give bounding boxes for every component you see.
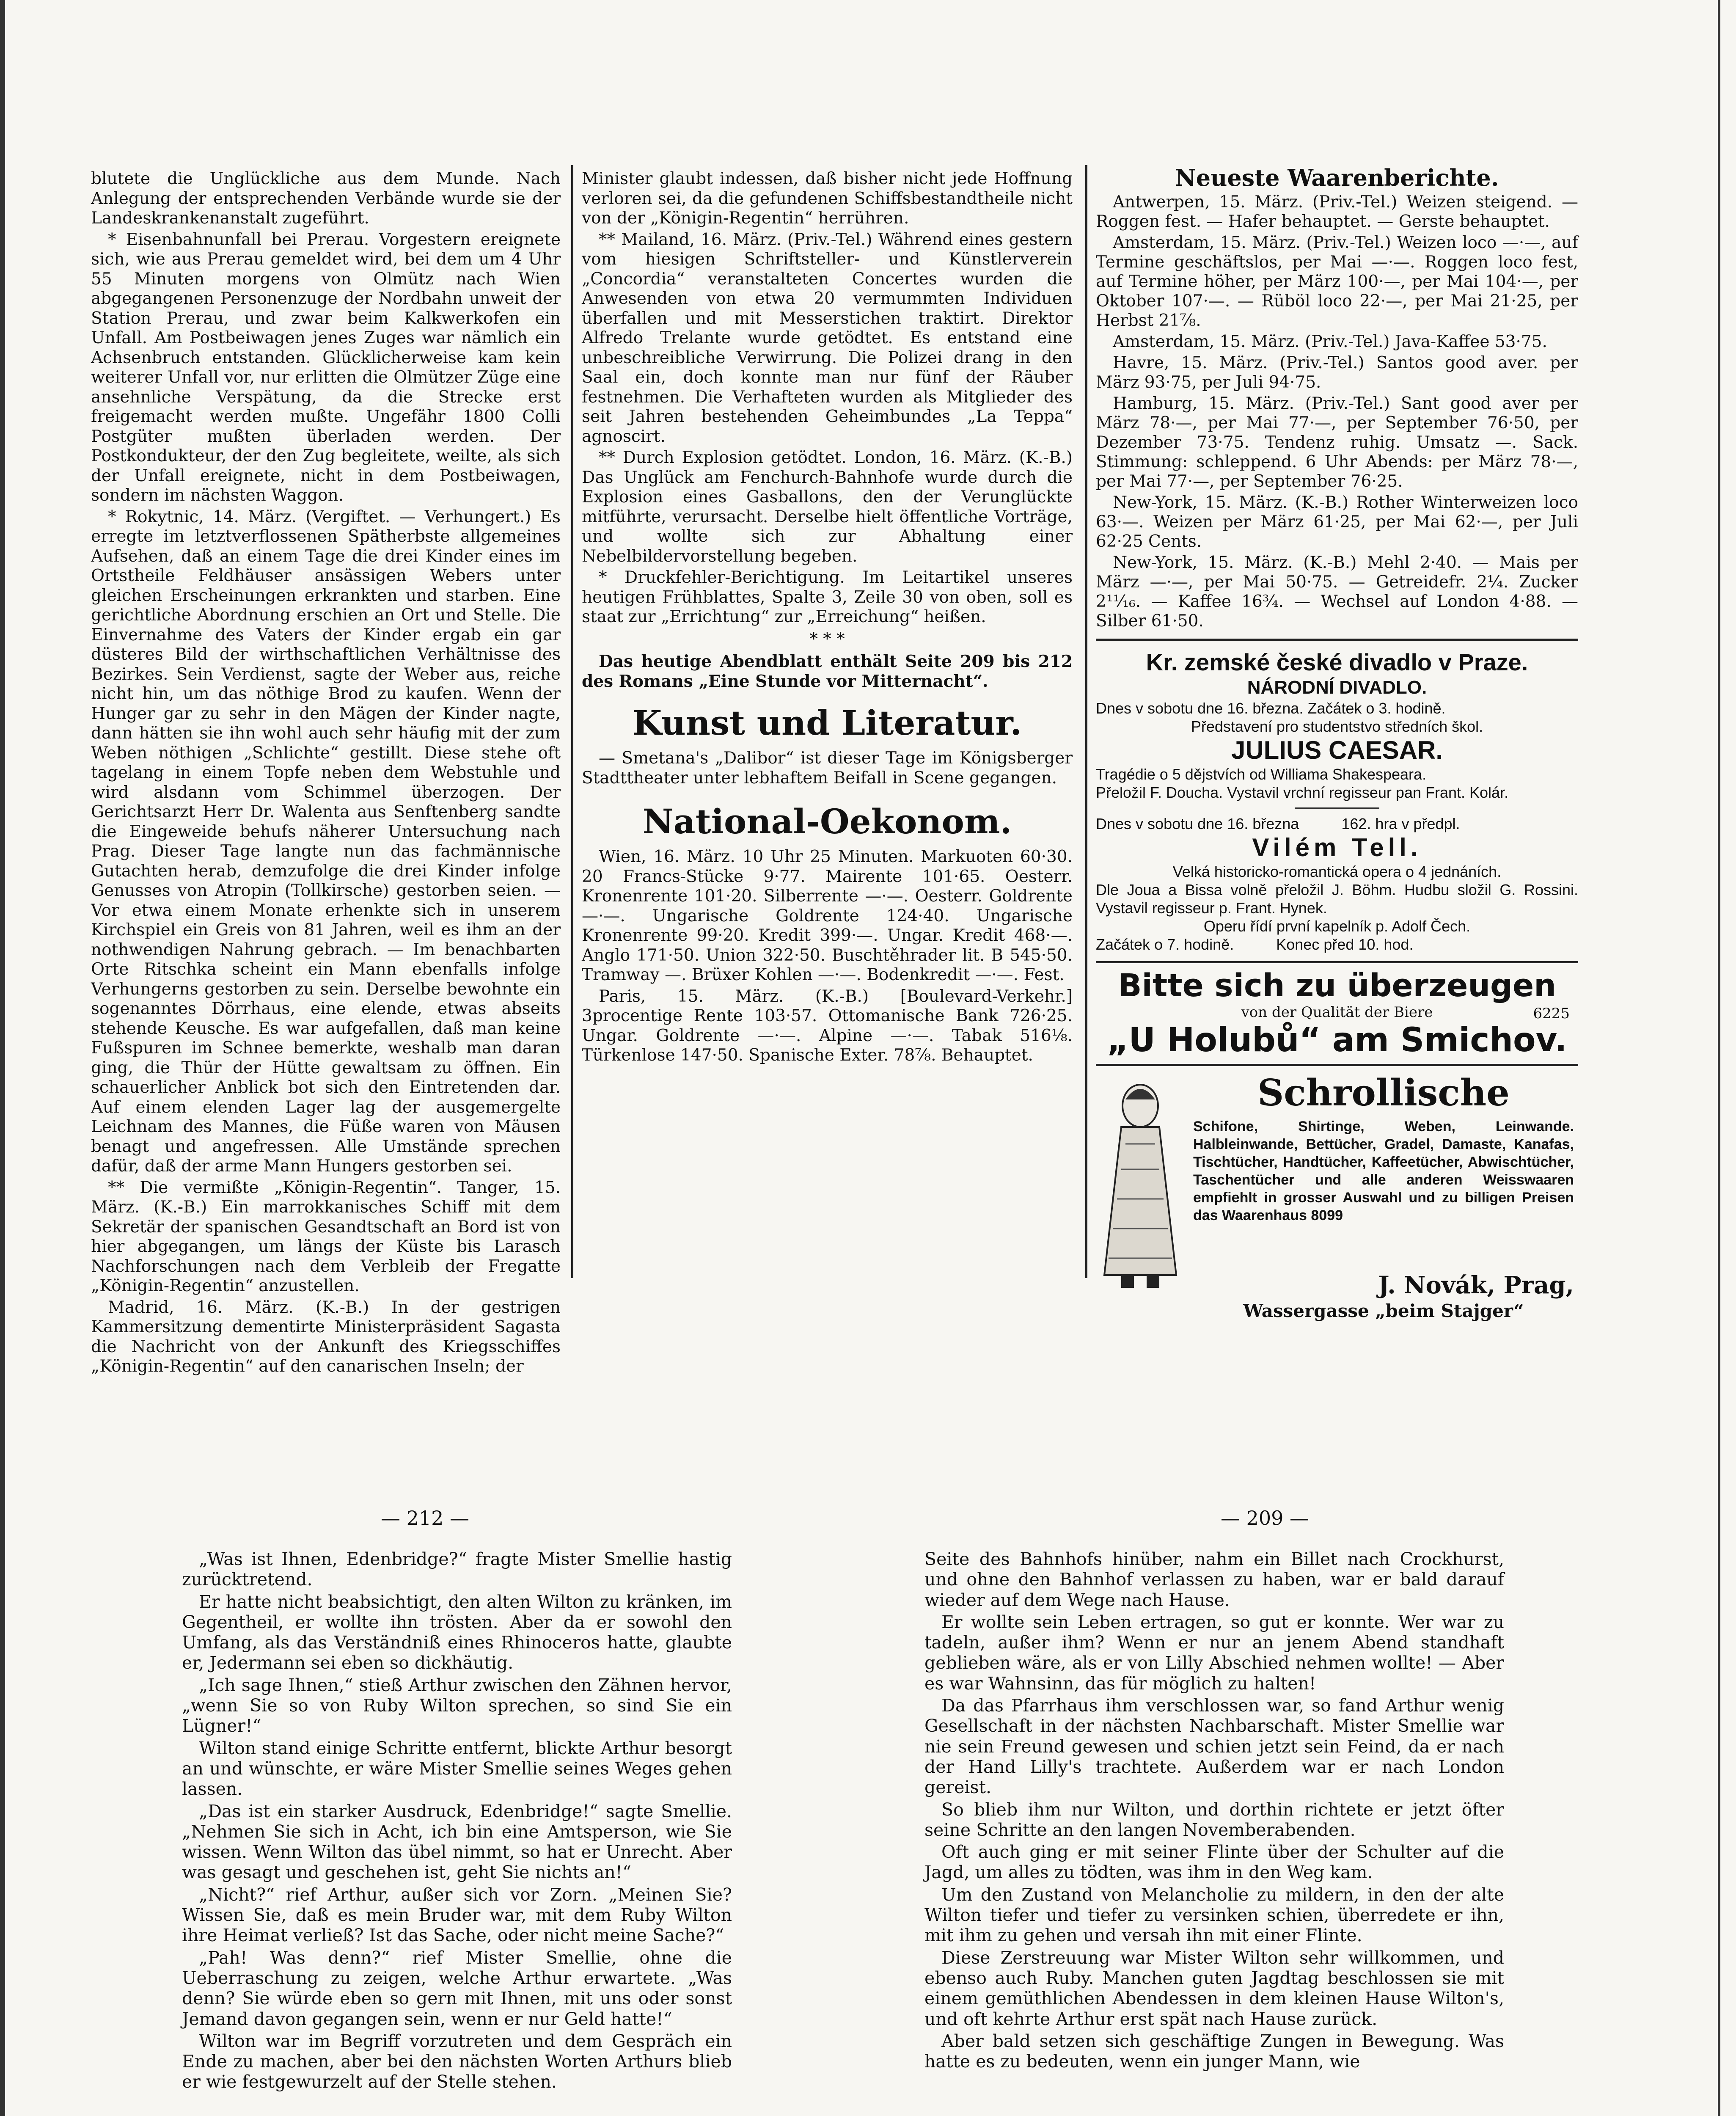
middle-news-column xyxy=(582,169,1073,1067)
news-paragraph: * Eisenbahnunfall bei Prerau. Vorgestern ereignete sich, wie aus Prerau gemeldet wird, bei dem um 4 Uhr 55 Minuten morgens von Olmütz nach Wien abgegangenen Personenzuge der Nordbahn unweit der Station Prerau, und zwar beim Kalkwerkofen ein Unfall. Am Postbeiwagen jenes Zuges war nämlich ein Achsenbruch entstanden. Glücklicherweise kam kein weiterer Unfall vor, nur erlitten die Olmützer Züge eine ansehnliche Verspätung, da die Strecke erst freigemacht werden mußte. Ungefähr 1800 Colli Postgüter mußten überladen werden. Der Postkondukteur, der den Zug begleitete, weilte, als sich der Unfall ereignete, nicht in dem Postbeiwagen, sondern im nächsten Waggon. xyxy=(91,230,561,505)
news-paragraph: Madrid, 16. März. (K.-B.) In der gestrigen Kammersitzung dementirte Ministerpräsident Sagasta die Nachricht von der Ankunft des Kriegsschiffes „Königin-Regentin“ auf den canarischen Inseln; der xyxy=(91,1298,561,1376)
waren-report: New-York, 15. März. (K.-B.) Mehl 2·40. — Mais per März —·—, per Mai 50·75. — Getreidefr. 2¼. Zucker 2¹¹⁄₁₆. — Kaffee 16³⁄₄. — Wechsel auf London 4·88. — Silber 61·50. xyxy=(1096,553,1578,631)
novel-paragraph: So blieb ihm nur Wilton, und dorthin richtete er jetzt öfter seine Schritte an den langen Novemberabenden. xyxy=(924,1799,1504,1840)
novel-paragraph: Er hatte nicht beabsichtigt, den alten Wilton zu kränken, im Gegentheil, er wollte ihn trösten. Aber da er sowohl den Umfang, als das Verständniß eines Rhinoceros hatte, glaubte er, Jedermann sei eben so dickhäutig. xyxy=(182,1591,732,1673)
performance-1-credits: Přeložil F. Doucha. Vystavil vrchní regisseur pan Frant. Kolár. xyxy=(1096,784,1509,801)
left-news-column xyxy=(91,169,561,1378)
market-report-wien: Wien, 16. März. 10 Uhr 25 Minuten. Markuoten 60·30. 20 Francs-Stücke 9·77. Mairente 101·65. Oesterr. Kronenrente 101·20. Silberrente —·—. Oesterr. Goldrente —·—. Ungarische Goldrente 124·40. Ungarische Kronenrente 99·20. Kredit 399·—. Ungar. Kredit 468·—. Anglo 171·50. Union 322·50. Buschtěhrader lit. B 545·50. Tramway —. Brüxer Kohlen —·—. Bodenkredit —·—. Fest. xyxy=(582,847,1073,984)
scan-edge-left xyxy=(0,0,5,2116)
novel-paragraph: „Was ist Ihnen, Edenbridge?“ fragte Mister Smellie hastig zurücktretend. xyxy=(182,1549,732,1590)
waren-report: New-York, 15. März. (K.-B.) Rother Winterweizen loco 63·—. Weizen per März 61·25, per Mai 62·—, per Juli 62·25 Cents. xyxy=(1096,493,1578,551)
textile-ad-address: Wassergasse „beim Stajger“ xyxy=(1243,1300,1524,1321)
beer-ad-number: 6225 xyxy=(1533,1005,1570,1022)
textile-ad-title: Schrollische xyxy=(1257,1072,1510,1114)
news-paragraph: ** Die vermißte „Königin-Regentin“. Tanger, 15. März. (K.-B.) Ein marrokkanisches Schiff mit dem Sekretär der spanischen Gesandtschaft an Bord ist von hier abgegangen, um längs der Küste bis Larasch Nachforschungen nach dem Verbleib der Fregatte „Königin-Regentin“ anzustellen. xyxy=(91,1178,561,1295)
novel-paragraph: Seite des Bahnhofs hinüber, nahm ein Billet nach Crockhurst, und ohne den Bahnhof verlassen zu haben, war er bald darauf wieder auf dem Wege nach Hause. xyxy=(924,1549,1504,1610)
textile-ad-text: Schifone, Shirtinge, Weben, Leinwande. Halbleinwande, Bettücher, Gradel, Damaste, Kanafas, Tischtücher, Handtücher, Kaffeetücher, Abwischtücher, Taschentücher und alle anderen Weisswaaren empfiehlt in grosser Auswahl und zu billigen Preisen das Waarenhaus 8099 xyxy=(1193,1119,1574,1223)
novel-paragraph: Oft auch ging er mit seiner Flinte über der Schulter auf die Jagd, um alles zu tödten, was ihm in den Weg kam. xyxy=(924,1842,1504,1883)
news-paragraph: ** Durch Explosion getödtet. London, 16. März. (K.-B.) Das Unglück am Fenchurch-Bahnhofe wurde durch die Explosion eines Gasballons, den der Verunglückte mitführte, verursacht. Derselbe hielt öffentliche Vorträge, und wollte sich zur Abhaltung einer Nebelbildervorstellung begeben. xyxy=(582,448,1073,566)
waren-report: Hamburg, 15. März. (Priv.-Tel.) Sant good aver per März 78·—, per Mai 77·—, per September 76·50, per Dezember 73·75. Tendenz ruhig. Umsatz —. Sack. Stimmung: schleppend. 6 Uhr Abends: per März 78·—, per Mai 77·—, per September 76·25. xyxy=(1096,394,1578,491)
novel-paragraph: „Das ist ein starker Ausdruck, Edenbridge!“ sagte Smellie. „Nehmen Sie sich in Acht, ich bin eine Amtsperson, wie Sie wissen. Wenn Wilton das übel nimmt, so hat er Unrecht. Aber was gesagt und geschehen ist, geht Sie nichts an!“ xyxy=(182,1801,732,1883)
novel-left-column xyxy=(182,1549,732,2094)
performance-1-desc: Tragédie o 5 dějstvích od Williama Shakespeara. xyxy=(1096,766,1427,783)
column-divider xyxy=(571,165,573,1278)
waren-report: Antwerpen, 15. März. (Priv.-Tel.) Weizen steigend. — Roggen fest. — Hafer behauptet. — Gerste behauptet. xyxy=(1096,193,1578,231)
textile-ad xyxy=(1096,1072,1578,1330)
kunst-paragraph: — Smetana's „Dalibor“ ist dieser Tage im Königsberger Stadttheater unter lebhaftem Beifall in Scene gegangen. xyxy=(582,749,1073,788)
novel-paragraph: Wilton war im Begriff vorzutreten und dem Gespräch ein Ende zu machen, aber bei den nächsten Worten Arthurs blieb er wie festgewurzelt auf der Stelle stehen. xyxy=(182,2031,732,2092)
news-paragraph: * Druckfehler-Berichtigung. Im Leitartikel unseres heutigen Frühblattes, Spalte 3, Zeile 30 von oben, soll es staat zur „Errichtung“ zur „Erreichung“ heißen. xyxy=(582,568,1073,626)
theatre-title: Kr. zemské české divadlo v Praze. xyxy=(1146,649,1528,675)
oekonom-heading: National-Oekonom. xyxy=(642,802,1012,841)
novel-paragraph: Aber bald setzen sich geschäftige Zungen in Bewegung. Was hatte es zu bedeuten, wenn ein junger Mann, wie xyxy=(924,2031,1504,2072)
beer-ad-subline: von der Qualität der Biere xyxy=(1241,1004,1433,1021)
performance-2-conductor: Operu řídí první kapelník p. Adolf Čech. xyxy=(1203,917,1471,935)
news-paragraph: ** Mailand, 16. März. (Priv.-Tel.) Während eines gestern vom hiesigen Schriftsteller- und Künstlerverein „Concordia“ veranstalteten Concertes wurden die Anwesenden von etwa 20 vermummten Individuen überfallen und mit Messerstichen traktirt. Direktor Alfredo Trelante wurde getödtet. Es entstand eine unbeschreibliche Verwirrung. Die Polizei drang in den Saal ein, doch konnte man nur fünf der Räuber festnehmen. Die Verhafteten wurden als Mitglieder des seit Jahren bestehenden Geheimbundes „La Teppa“ agnoscirt. xyxy=(582,230,1073,446)
beer-ad xyxy=(1096,966,1578,1061)
right-column xyxy=(1096,163,1578,1330)
waren-report: Amsterdam, 15. März. (Priv.-Tel.) Weizen loco —·—, auf Termine geschäftslos, per Mai —·—. Roggen loco fest, auf Termine höher, per März 100·—, per Mai 104·—, per Oktober 107·—. — Rüböl loco 22·—, per Mai 21·25, per Herbst 21⅞. xyxy=(1096,233,1578,330)
novel-page-number-right: — 209 — xyxy=(1221,1507,1310,1529)
novel-paragraph: „Nicht?“ rief Arthur, außer sich vor Zorn. „Meinen Sie? Wissen Sie, daß es mein Bruder war, mit dem Ruby Wilton ihre Heimat verließ? Ist das Sache, oder nicht meine Sache?“ xyxy=(182,1884,732,1946)
column-divider xyxy=(1085,165,1087,1278)
performance-2-desc: Velká historicko-romantická opera o 4 jednáních. xyxy=(1172,863,1502,880)
novel-page-number-left: — 212 — xyxy=(381,1507,470,1529)
theatre-subtitle: NÁRODNÍ DIVADLO. xyxy=(1247,677,1427,698)
novel-paragraph: Wilton stand einige Schritte entfernt, blickte Arthur besorgt an und wünschte, er wäre Mister Smellie seines Weges gehen lassen. xyxy=(182,1738,732,1799)
kunst-heading: Kunst und Literatur. xyxy=(632,703,1022,743)
waren-heading: Neueste Waarenberichte. xyxy=(1175,164,1499,191)
performance-1-note: Představení pro studentstvo středních škol. xyxy=(1191,718,1483,735)
novel-paragraph: „Pah! Was denn?“ rief Mister Smellie, ohne die Ueberraschung zu zeigen, welche Arthur erwartete. „Was denn? Sie würde eben so gern mit Ihnen, mit uns oder sonst Jemand davon gegangen sein, wenn er nur Geld hatte!“ xyxy=(182,1947,732,2029)
performance-2-credits: Dle Joua a Bissa volně přeložil J. Böhm. Hudbu složil G. Rossini. Vystavil regisseur p. Frant. Hynek. xyxy=(1096,881,1578,917)
performance-1-date: Dnes v sobotu dne 16. března. Začátek o 3. hodině. xyxy=(1096,700,1446,717)
news-paragraph: * Rokytnic, 14. März. (Vergiftet. — Verhungert.) Es erregte im letztverflossenen Spätherbste allgemeines Aufsehen, daß an einem Tage die drei Kinder eines im Ortstheile Feldhäuser ansässigen Webers unter gleichen Erscheinungen erkrankten und starben. Eine gerichtliche Abordnung erschien an Ort und Stelle. Die Einvernahme des Vaters der Kinder ergab ein gar düsteres Bild der wirthschaftlichen Verhältnisse des Bezirkes. Sein Verdienst, sagte der Weber aus, reiche nicht hin, um das nöthige Brod zu kaufen. Wenn der Hunger gar zu sehr in den Mägen der Kinder nagte, dann hätten sie ihn wohl auch sehr häufig mit der zum Weben nöthigen „Schlichte“ gestillt. Diese stehe oft tagelang in einem Topfe neben dem Webstuhle und wird alsdann vom Schimmel überzogen. Der Gerichtsarzt Herr Dr. Walenta aus Senftenberg sandte die Eingeweide behufs näherer Untersuchung nach Prag. Dieser Tage langte nun das fachmännische Gutachten herab, demzufolge die drei Kinder infolge Genusses von Atropin (Tollkirsche) gestorben seien. — Vor etwa einem Monate erhenkte sich in unserem Kirchspiel ein Greis von 81 Jahren, weil es ihm an der nothwendigen Nahrung gebrach. — Im benachbarten Orte Ritschka scheint ein Mann ebenfalls infolge Verhungerns gestorben zu sein. Derselbe bewohnte ein sogenanntes Dörrhaus, eine elende, etwas abseits stehende Keusche. Es war aufgefallen, daß man keine Fußspuren im Schnee bemerkte, weshalb man daran ging, die Thür der Hütte gewaltsam zu öffnen. Ein schauerlicher Anblick bot sich den Eintretenden dar. Auf einem elenden Lager lag der ausgemergelte Leichnam des Mannes, die Füße waren von Mäusen benagt und angefressen. Alle Umstände sprechen dafür, daß der arme Mann Hungers gestorben sei. xyxy=(91,507,561,1176)
textile-ad-firm: J. Novák, Prag, xyxy=(1378,1271,1574,1299)
novel-right-column xyxy=(924,1549,1504,2073)
section-rule xyxy=(1096,639,1578,641)
novel-paragraph: Diese Zerstreuung war Mister Wilton sehr willkommen, und ebenso auch Ruby. Manchen guten Jagdtag beschlossen sie mit einem gemüthlichen Abendessen in dem kleinen Hause Wilton's, und oft kehrte Arthur erst spät nach Hause zurück. xyxy=(924,1947,1504,2029)
performance-2-play: Vilém Tell. xyxy=(1252,833,1422,862)
section-rule xyxy=(1096,961,1578,963)
news-paragraph: Minister glaubt indessen, daß bisher nicht jede Hoffnung verloren sei, da die gefundenen Schiffsbestandtheile nicht von der „Königin-Regentin“ herrühren. xyxy=(582,169,1073,228)
section-rule xyxy=(1096,1064,1578,1066)
performance-2-times: Začátek o 7. hodině. Konec před 10. hod. xyxy=(1096,936,1414,953)
novel-paragraph: Um den Zustand von Melancholie zu mildern, in den der alte Wilton tiefer und tiefer zu versinken schien, überredete er ihn, mit ihm zu gehen und versah ihn mit einer Flinte. xyxy=(924,1884,1504,1946)
beer-ad-name: „U Holubů“ am Smichov. xyxy=(1107,1021,1567,1059)
divider xyxy=(1295,807,1379,809)
theatre-ad xyxy=(1096,648,1578,953)
performance-2-date: Dnes v sobotu dne 16. března 162. hra v předpl. xyxy=(1096,815,1460,832)
waren-report: Amsterdam, 15. März. (Priv.-Tel.) Java-Kaffee 53·75. xyxy=(1113,332,1547,351)
girl-illustration-icon xyxy=(1096,1080,1185,1292)
market-report-paris: Paris, 15. März. (K.-B.) [Boulevard-Verkehr.] 3procentige Rente 103·57. Ottomanische Bank 726·25. Ungar. Goldrente —·—. Alpine —·—. Tabak 516⅛. Türkenlose 147·50. Spanische Exter. 78⅞. Behauptet. xyxy=(582,986,1073,1065)
beer-ad-headline: Bitte sich zu überzeugen xyxy=(1118,967,1556,1004)
performance-1-play: JULIUS CAESAR. xyxy=(1231,736,1443,764)
novel-paragraph: Er wollte sein Leben ertragen, so gut er konnte. Wer war zu tadeln, außer ihm? Wenn er nur an jenem Abend standhaft geblieben wäre, als er von Lilly Abschied nehmen wollte! — Aber es war Wahnsinn, das für möglich zu halten! xyxy=(924,1612,1504,1694)
section-stars: * * * xyxy=(809,629,845,649)
scan-edge-right xyxy=(1718,0,1720,2116)
novel-paragraph: „Ich sage Ihnen,“ stieß Arthur zwischen den Zähnen hervor, „wenn Sie so von Ruby Wilton sprechen, so sind Sie ein Lügner!“ xyxy=(182,1675,732,1736)
news-paragraph: blutete die Unglückliche aus dem Munde. Nach Anlegung der entsprechenden Verbände wurde sie der Landeskrankenanstalt zugeführt. xyxy=(91,169,561,228)
novel-paragraph: Da das Pfarrhaus ihm verschlossen war, so fand Arthur wenig Gesellschaft in der nächsten Nachbarschaft. Mister Smellie war nie sein Freund gewesen und schien jetzt sein Feind, da er nach der Hand Lilly's trachtete. Außerdem war er nach London gereist. xyxy=(924,1695,1504,1798)
waren-report: Havre, 15. März. (Priv.-Tel.) Santos good aver. per März 93·75, per Juli 94·75. xyxy=(1096,353,1578,392)
abendblatt-note: Das heutige Abendblatt enthält Seite 209 bis 212 des Romans „Eine Stunde vor Mitternacht“. xyxy=(582,652,1073,691)
